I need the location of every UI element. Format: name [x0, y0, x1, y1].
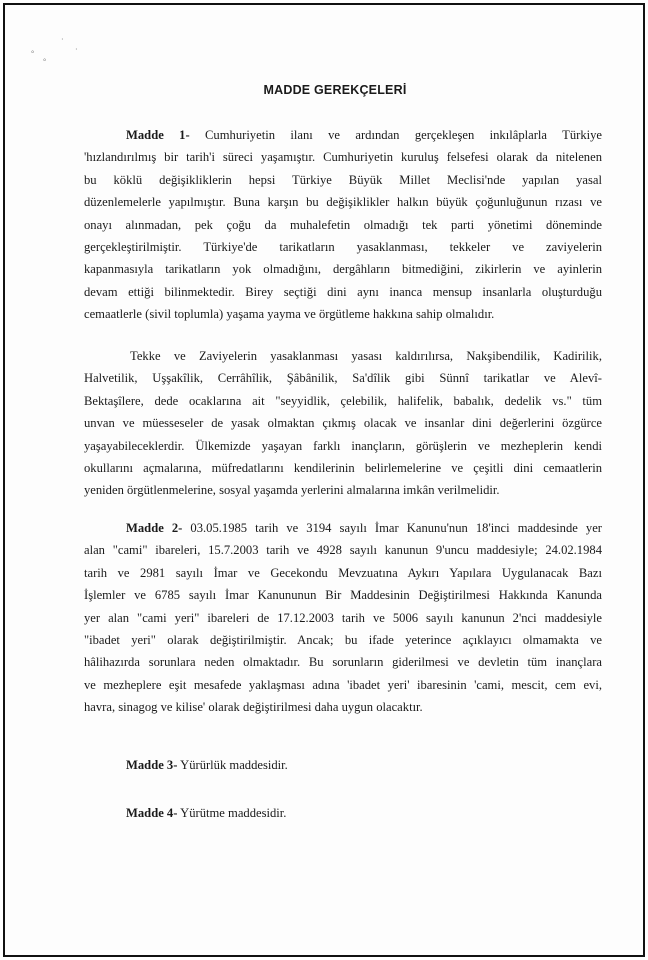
text-line: Madde 2- 03.05.1985 tarih ve 3194 sayılı İmar Kanunu'nun 18'inci maddesinde yer [126, 521, 602, 535]
text-line: Madde 1- Cumhuriyetin ilanı ve ardından gerçekleşen inkılâplarla Türkiye [126, 128, 603, 142]
text-line: bu köklü değişikliklerin hepsi Türkiye Büyük Millet Meclisi'nde yapılan yasal [84, 172, 602, 187]
text-line: kapanmasıyla tarikatların yok olmadığını, dergâhların bitmediğini, zikirlerin ve ayinlerin [84, 262, 602, 277]
madde-3-line [126, 758, 288, 773]
text-line: İşlemler ve 6785 sayılı İmar Kanununun Bir Maddesinin Değiştirilmesi Hakkında Kanunda [84, 588, 602, 603]
text-line: yaşayabileceklerdir. Ülkemizde yaşayan farklı inançların, görüşlerin ve mezheplerin kendi [84, 438, 602, 453]
text-line: devam ettiği bilinmektedir. Birey seçtiği dini aynı inanca mensup insanlarla oluşturduğu [84, 284, 602, 299]
madde-4-line [126, 806, 286, 821]
text-line: hâlihazırda sorunlara neden olmaktadır. Bu sorunların giderilmesi ve devletin tüm inançlara [84, 655, 602, 670]
madde-1-label: Madde 1- [126, 128, 190, 142]
madde-3-label: Madde 3- [126, 758, 178, 772]
madde-4-text: Yürütme maddesidir. [177, 806, 287, 820]
document-body [68, 0, 602, 960]
text-line: unvan ve müesseseler de yasak olmaktan çıkmış olacak ve insanlar dini değerlerini özgürce [84, 416, 602, 431]
text-line: yeniden örgütlenmelerine, sosyal yaşamda yerlerini almalarına imkân verilmelidir. [84, 483, 500, 498]
text-line: Halvetilik, Uşşakîlik, Cerrâhîlik, Şâbânilik, Sa'dîlik gibi Sünnî tarikatlar ve Alevî- [84, 371, 602, 386]
text-line: tarih ve 2981 sayılı İmar ve Gecekondu Mevzuatına Aykırı Yapılara Uygulanacak Bazı [84, 565, 602, 580]
madde-3-text: Yürürlük maddesidir. [177, 758, 288, 772]
text-line: yer alan "cami yeri" ibareleri de 17.12.2003 tarih ve 5006 sayılı kanunun 2'nci maddesiyle [84, 610, 602, 625]
document-title: MADDE GEREKÇELERİ [263, 83, 407, 97]
text-line: onayı alınmadan, pek çoğu da muhalefetin olmadığı tek parti yönetimi döneminde [84, 217, 602, 232]
scan-speck: ° [43, 57, 47, 66]
text-line: Bektaşîlere, dede ocaklarına ait "seyyidlik, çelebilik, halifelik, babalık, dedelik vs." tüm [84, 393, 602, 408]
scan-speck: ° [31, 49, 35, 58]
madde-2-label: Madde 2- [126, 521, 183, 535]
text-line: düzenlemelerle yapılmıştır. Buna karşın bu değişiklikler halkın büyük çoğunluğunun rızası ve [84, 195, 602, 210]
text-line: "ibadet yeri" olarak değiştirilmiştir. Ancak; bu ifade yeterince açıklayıcı olmamakta ve [84, 633, 602, 648]
madde-1-paragraph [84, 124, 602, 326]
scan-speck: · [61, 35, 64, 44]
madde-1-continuation-paragraph [84, 345, 602, 502]
madde-4-label: Madde 4- [126, 806, 178, 820]
text-line: alan "cami" ibareleri, 15.7.2003 tarih ve 4928 sayılı kanunun 9'uncu maddesiyle; 24.02.1984 [84, 543, 602, 558]
text-line: havra, sinagog ve kilise' olarak değiştirilmesi daha uygun olacaktır. [84, 700, 423, 715]
text-line: cemaatlerle (sivil toplumla) yaşama yayma ve örgütleme hakkına sahip olmalıdır. [84, 307, 495, 322]
text-line: 'hızlandırılmış bir tarih'i süreci yaşamıştır. Cumhuriyetin kuruluş felsefesi olarak da nitelenen [84, 150, 602, 165]
text-line: ve mezheplere eşit mesafede yaklaşması adına 'ibadet yeri' ibaresinin 'cami, mescit, cem evi, [84, 677, 602, 692]
text-line: Tekke ve Zaviyelerin yasaklanması yasası kaldırılırsa, Nakşibendilik, Kadirilik, [130, 349, 602, 363]
scan-speck: · [75, 45, 78, 54]
text-line: gerçekleştirilmiştir. Türkiye'de tarikatların yasaklanması, tekkeler ve zaviyelerin [84, 240, 602, 255]
text-line: okullarını açmalarına, müfredatlarını kendilerinin belirlemelerine ve çeşitli dini cemaatlerin [84, 461, 602, 476]
madde-2-paragraph [84, 517, 602, 719]
